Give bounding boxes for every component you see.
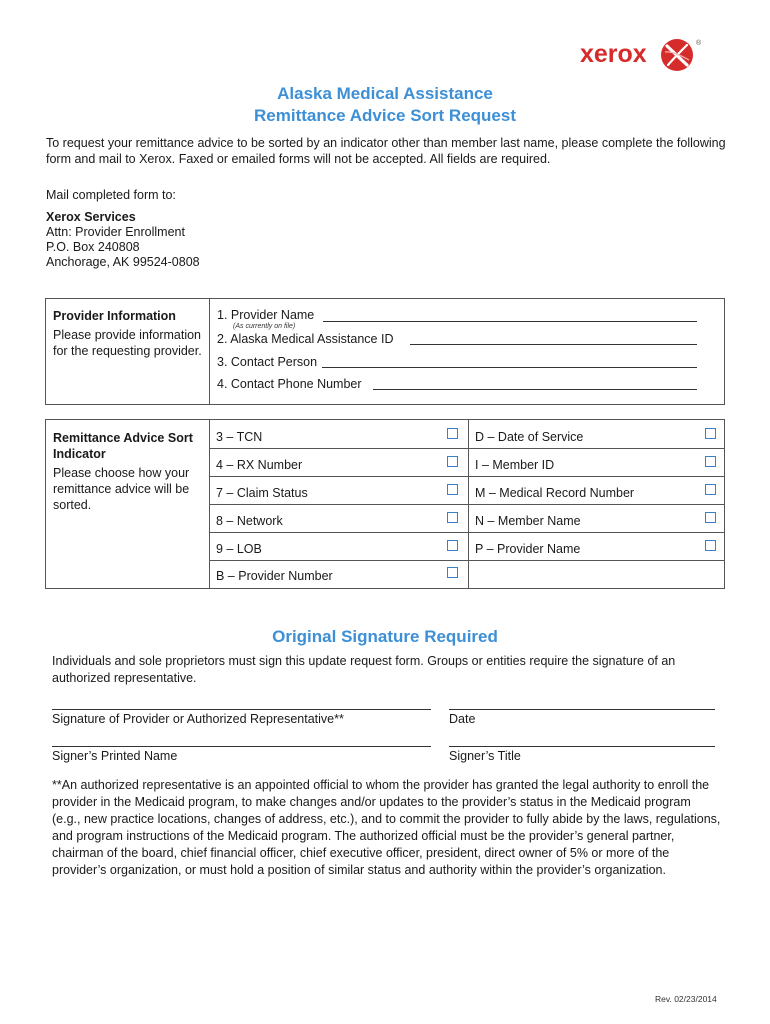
sort-indicator-label xyxy=(53,430,203,513)
provider-name-field[interactable] xyxy=(323,321,697,322)
intro-text: To request your remittance advice to be sorted by an indicator other than member last name, please complete the following form and mail to Xerox. Faxed or emailed forms will not be accepted. All fields are required. xyxy=(46,136,726,166)
xerox-logo xyxy=(580,38,710,78)
provider-info-heading: Provider Information xyxy=(53,309,176,323)
provider-name-note: (As currently on file) xyxy=(233,323,296,330)
signature-heading: Original Signature Required xyxy=(272,627,498,646)
signer-title-label: Signer’s Title xyxy=(449,749,521,763)
checkbox-claim-status[interactable] xyxy=(447,484,458,495)
address-attn: Attn: Provider Enrollment xyxy=(46,225,185,239)
date-field[interactable] xyxy=(449,709,715,710)
provider-information-box xyxy=(45,298,725,405)
page-title: Alaska Medical Assistance xyxy=(277,84,493,103)
medical-assistance-id-label: 2. Alaska Medical Assistance ID xyxy=(217,332,394,346)
checkbox-lob[interactable] xyxy=(447,540,458,551)
printed-name-label: Signer’s Printed Name xyxy=(52,749,178,763)
authorized-representative-footnote: **An authorized representative is an appointed official to whom the provider has granted the legal authority to enroll the provider in the Medicaid program, to make changes and/or updates to the provider’s status in the Medicaid program (e.g., new practice locations, changes of address, etc.), and to commit the provider to fully abide by the laws, regulations, and program instructions of the Medicaid program. The authorized official must be the provider’s general partner, chairman of the board, chief financial officer, chief executive officer, president, direct owner of 5% or more of the provider’s organization, or must hold a position of similar status and authority within the provider’s organization. xyxy=(52,778,721,877)
medical-assistance-id-field[interactable] xyxy=(410,344,697,345)
sort-option-rx-number: 4 – RX Number xyxy=(216,458,303,472)
sort-indicator-box xyxy=(45,419,725,589)
contact-person-label: 3. Contact Person xyxy=(217,355,318,369)
mail-to-label: Mail completed form to: xyxy=(46,188,176,202)
contact-person-field[interactable] xyxy=(322,367,697,368)
checkbox-network[interactable] xyxy=(447,512,458,523)
sort-option-provider-number: B – Provider Number xyxy=(216,569,333,583)
page-subtitle: Remittance Advice Sort Request xyxy=(254,106,516,125)
row-divider xyxy=(209,560,724,561)
sort-option-network: 8 – Network xyxy=(216,514,283,528)
revision-date: Rev. 02/23/2014 xyxy=(655,994,717,1004)
checkbox-rx-number[interactable] xyxy=(447,456,458,467)
column-divider xyxy=(209,299,210,404)
checkbox-date-of-service[interactable] xyxy=(705,428,716,439)
sort-option-member-id: I – Member ID xyxy=(475,458,555,472)
signature-field[interactable] xyxy=(52,709,431,710)
printed-name-field[interactable] xyxy=(52,746,431,747)
sort-option-date-of-service: D – Date of Service xyxy=(475,430,584,444)
row-divider xyxy=(209,476,724,477)
sort-indicator-heading: Remittance Advice Sort Indicator xyxy=(53,431,193,461)
checkbox-tcn[interactable] xyxy=(447,428,458,439)
address-city: Anchorage, AK 99524-0808 xyxy=(46,255,200,269)
contact-phone-label: 4. Contact Phone Number xyxy=(217,377,362,391)
row-divider xyxy=(209,532,724,533)
registered-mark: ® xyxy=(696,40,702,47)
sort-indicator-instructions: Please choose how your remittance advice will be sorted. xyxy=(53,466,190,512)
date-label: Date xyxy=(449,712,476,726)
checkbox-provider-name[interactable] xyxy=(705,540,716,551)
checkbox-member-id[interactable] xyxy=(705,456,716,467)
sort-option-provider-name: P – Provider Name xyxy=(475,542,581,556)
sort-option-member-name: N – Member Name xyxy=(475,514,581,528)
sort-option-tcn: 3 – TCN xyxy=(216,430,263,444)
mailing-address xyxy=(46,210,200,270)
sort-option-medical-record-number: M – Medical Record Number xyxy=(475,486,635,500)
logo-wordmark: xerox xyxy=(580,40,647,68)
xerox-sphere-icon xyxy=(660,38,694,72)
sort-option-lob: 9 – LOB xyxy=(216,542,262,556)
address-po-box: P.O. Box 240808 xyxy=(46,240,140,254)
checkbox-member-name[interactable] xyxy=(705,512,716,523)
checkbox-provider-number[interactable] xyxy=(447,567,458,578)
signer-title-field[interactable] xyxy=(449,746,715,747)
contact-phone-field[interactable] xyxy=(373,389,697,390)
row-divider xyxy=(209,504,724,505)
address-org: Xerox Services xyxy=(46,210,136,224)
provider-name-label: 1. Provider Name xyxy=(217,308,315,322)
checkbox-medical-record-number[interactable] xyxy=(705,484,716,495)
provider-info-label xyxy=(53,308,205,359)
sort-option-claim-status: 7 – Claim Status xyxy=(216,486,308,500)
signature-intro: Individuals and sole proprietors must sign this update request form. Groups or entities require the signature of an authorized representative. xyxy=(52,654,676,685)
row-divider xyxy=(209,448,724,449)
signature-label: Signature of Provider or Authorized Representative** xyxy=(52,712,344,726)
provider-info-instructions: Please provide information for the requesting provider. xyxy=(53,328,202,358)
